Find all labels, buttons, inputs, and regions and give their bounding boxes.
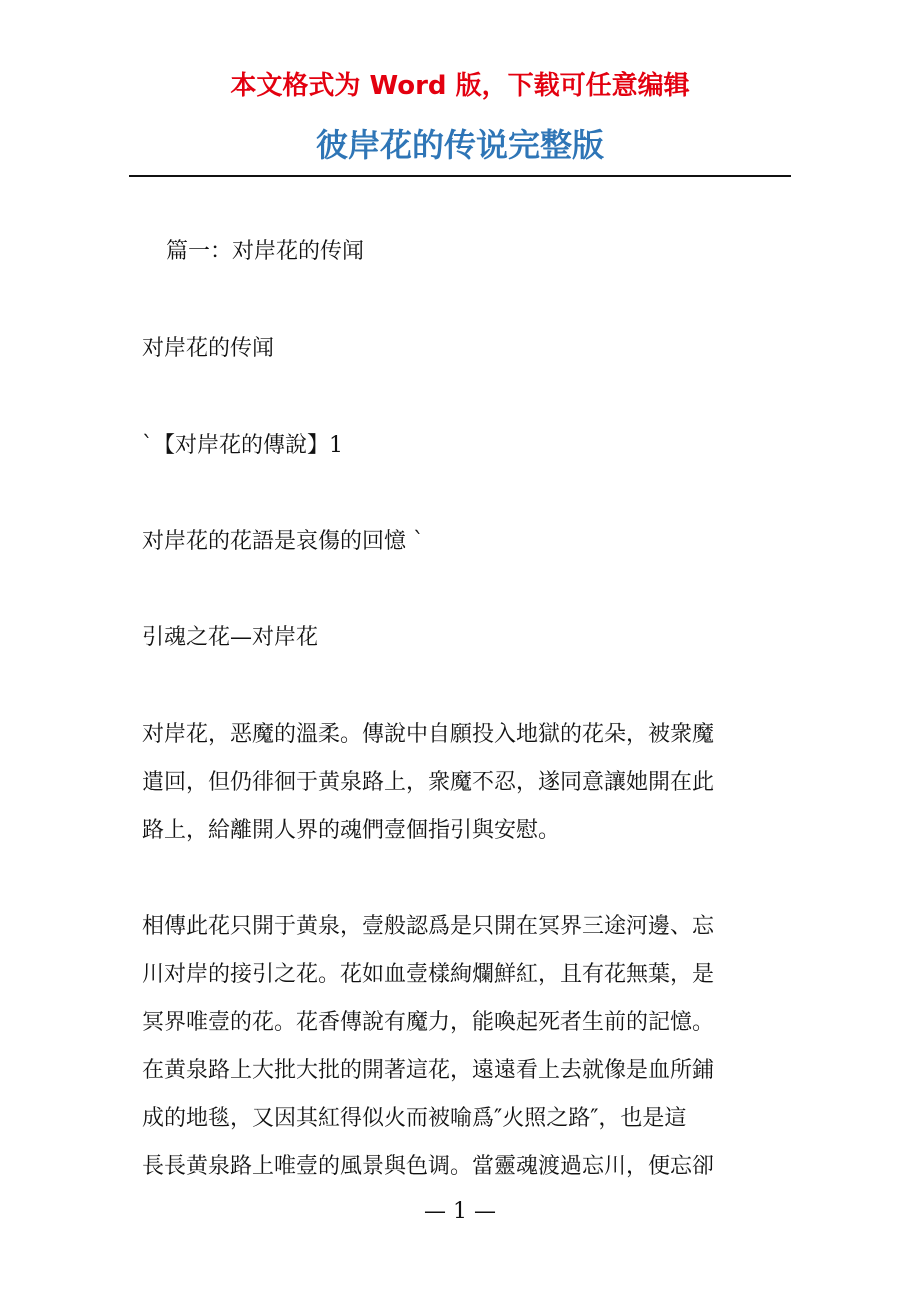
- text-line: 相傳此花只開于黄泉，壹般認爲是只開在冥界三途河邊、忘: [142, 914, 715, 939]
- text-line: 篇一：对岸花的传闻: [166, 239, 365, 264]
- text-line: 路上，給離開人界的魂們壹個指引與安慰。: [142, 818, 561, 843]
- text-line: 長長黄泉路上唯壹的風景與色调。當靈魂渡過忘川，便忘卻: [142, 1154, 715, 1179]
- title-divider: [129, 175, 791, 177]
- paragraph-flower-language: [142, 518, 792, 566]
- text-line: 遣回，但仍徘徊于黄泉路上，衆魔不忍，遂同意讓她開在此: [142, 770, 715, 795]
- document-title: 彼岸花的传说完整版: [315, 126, 604, 164]
- text-line: 川对岸的接引之花。花如血壹樣絢爛鮮紅，且有花無葉，是: [142, 962, 715, 987]
- text-line: 在黄泉路上大批大批的開著這花，遠遠看上去就像是血所鋪: [142, 1058, 715, 1083]
- text-line: 引魂之花—对岸花: [142, 625, 319, 650]
- page-number: — 1 —: [424, 1199, 496, 1224]
- text-line: 对岸花，恶魔的溫柔。傳說中自願投入地獄的花朵，被衆魔: [142, 722, 715, 747]
- text-line: `【对岸花的傳說】1: [142, 433, 343, 458]
- paragraph-devil-tenderness: [142, 711, 792, 855]
- section-heading: [166, 228, 816, 276]
- paragraph-soul-flower: [142, 614, 792, 662]
- text-line: 冥界唯壹的花。花香傳說有魔力，能喚起死者生前的記憶。: [142, 1010, 715, 1035]
- text-line: 对岸花的传闻: [142, 336, 275, 361]
- paragraph-legend-heading: [142, 422, 792, 470]
- paragraph-subtitle: [142, 325, 792, 373]
- download-notice: 本文格式为 Word 版，下载可任意编辑: [230, 71, 690, 101]
- paragraph-yellow-spring: [142, 903, 792, 1191]
- text-line: 成的地毯，又因其紅得似火而被喻爲″火照之路″，也是這: [142, 1106, 687, 1131]
- text-line: 对岸花的花語是哀傷的回憶 `: [142, 529, 424, 554]
